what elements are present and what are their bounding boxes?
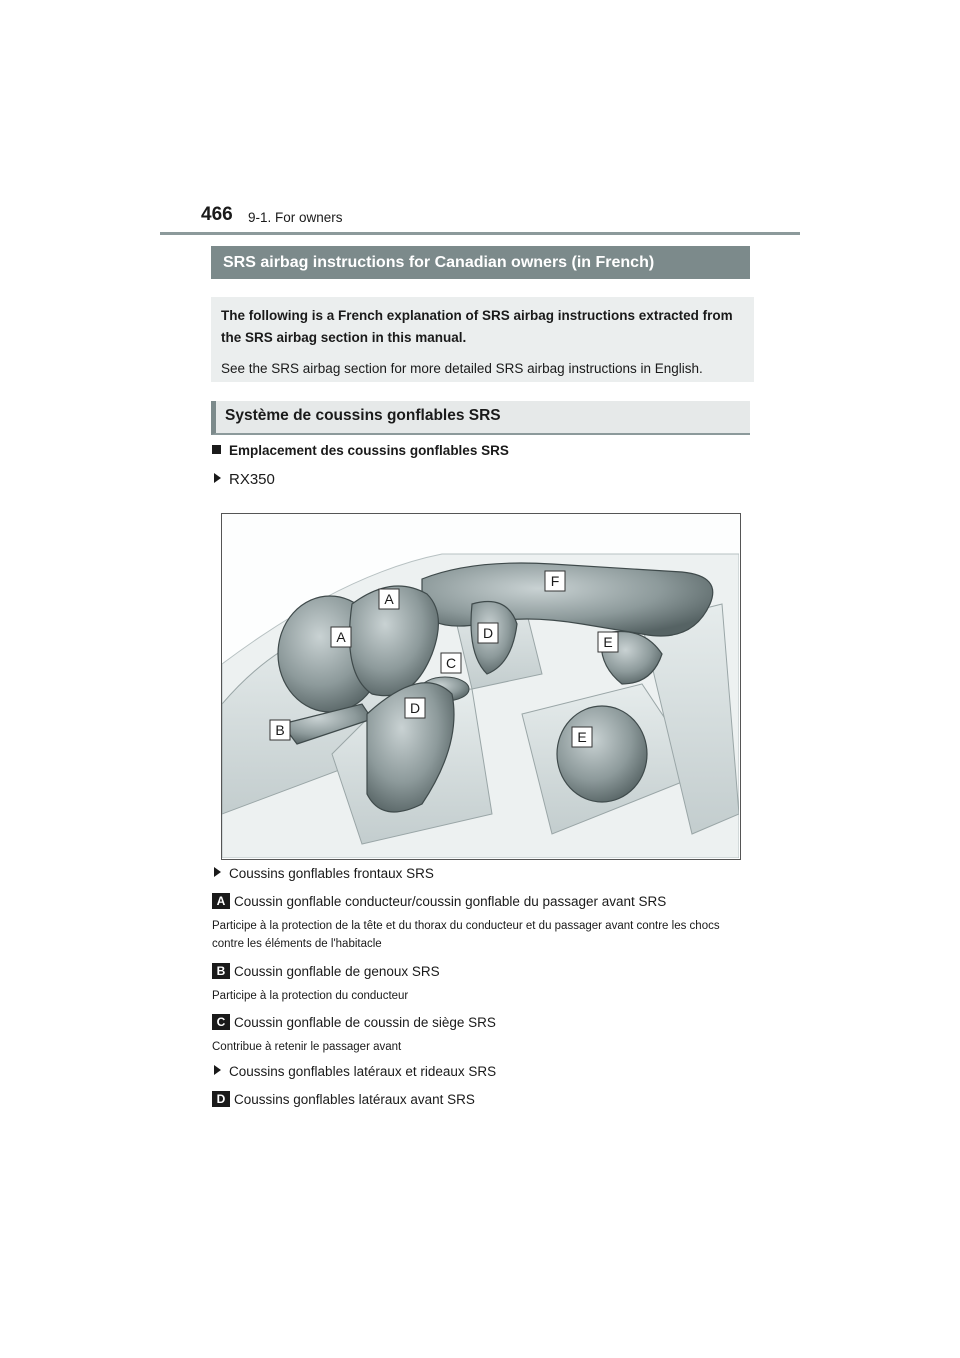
intro-line-2: See the SRS airbag section for more detailed SRS airbag instructions in English. <box>221 361 703 376</box>
frontal-airbags-heading <box>212 866 434 881</box>
item-d-text: Coussins gonflables latéraux avant SRS <box>234 1092 475 1107</box>
item-c-badge: C <box>212 1014 230 1030</box>
item-a-badge: A <box>212 893 230 909</box>
model-name: RX350 <box>229 471 275 488</box>
rear-side-airbag-2 <box>557 706 647 802</box>
location-heading-text: Emplacement des coussins gonflables SRS <box>229 443 509 458</box>
label-f: F <box>550 573 560 589</box>
item-b-text: Coussin gonflable de genoux SRS <box>234 964 440 979</box>
page-number: 466 <box>201 204 233 225</box>
label-d-driver: D <box>409 700 421 716</box>
item-a-text: Coussin gonflable conducteur/coussin gonflable du passager avant SRS <box>234 894 667 909</box>
item-b-description: Participe à la protection du conducteur <box>212 990 409 1002</box>
item-c-text: Coussin gonflable de coussin de siège SRS <box>234 1015 496 1030</box>
model-heading <box>212 471 275 488</box>
label-c: C <box>445 655 457 671</box>
item-d-badge: D <box>212 1091 230 1107</box>
location-heading <box>212 443 509 458</box>
section-title: 9-1. For owners <box>248 210 343 225</box>
side-airbags-heading <box>212 1064 496 1079</box>
arrow-bullet-icon <box>214 867 221 877</box>
label-a-driver: A <box>336 629 346 645</box>
label-b: B <box>275 722 285 738</box>
airbag-location-figure <box>221 513 741 860</box>
label-a-passenger: A <box>384 591 394 607</box>
item-a <box>212 893 666 909</box>
side-airbags-heading-text: Coussins gonflables latéraux et rideaux SRS <box>229 1064 497 1079</box>
intro-line-1: The following is a French explanation of SRS airbag instructions extracted from the SRS airbag section in this manual. <box>221 308 733 345</box>
item-b <box>212 963 440 979</box>
label-e-rear: E <box>603 634 613 650</box>
square-bullet-icon <box>212 445 221 454</box>
frontal-airbags-heading-text: Coussins gonflables frontaux SRS <box>229 866 434 881</box>
arrow-bullet-icon <box>214 473 221 483</box>
intro-box <box>211 297 754 382</box>
item-c-description: Contribue à retenir le passager avant <box>212 1041 402 1053</box>
label-e-second-row: E <box>577 729 587 745</box>
vehicle-interior-illustration <box>222 514 739 858</box>
item-c <box>212 1014 496 1030</box>
section-title-bar: SRS airbag instructions for Canadian owners (in French) <box>211 246 750 279</box>
header-divider <box>160 232 800 235</box>
label-d-passenger: D <box>482 625 494 641</box>
subsection-heading: Système de coussins gonflables SRS <box>211 401 750 435</box>
item-d <box>212 1091 475 1107</box>
item-b-badge: B <box>212 963 230 979</box>
arrow-bullet-icon <box>214 1065 221 1075</box>
item-a-description: Participe à la protection de la tête et du thorax du conducteur et du passager avant contre les chocs contre les éléments de l'habitacle <box>212 920 720 950</box>
